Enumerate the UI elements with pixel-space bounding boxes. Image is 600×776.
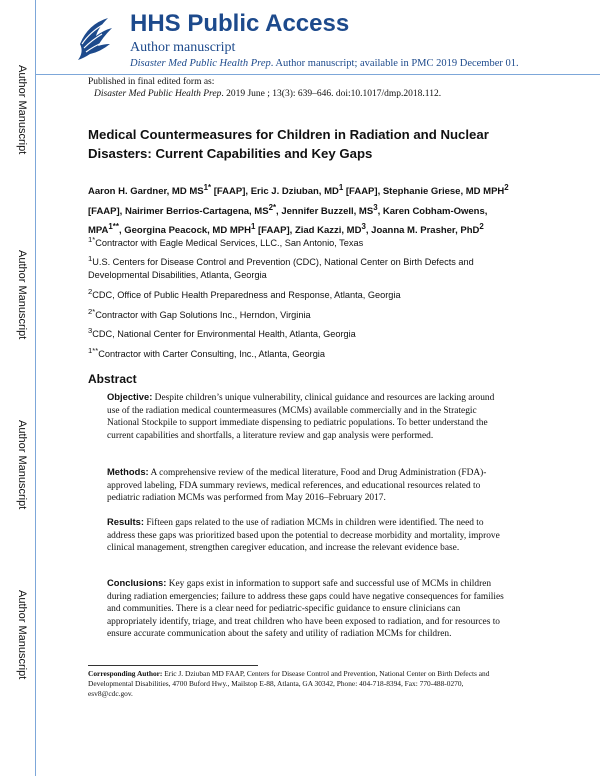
author-name: Georgina Peacock, MD MPH$^1$ [FAAP], <box>124 222 295 237</box>
side-label-author-manuscript: Author Manuscript <box>16 590 28 680</box>
affiliation: $^{1*}$Contractor with Eagle Medical Services, LLC., San Antonio, Texas <box>88 235 364 249</box>
paper-title: Medical Countermeasures for Children in Radiation and Nuclear Disasters: Current Capabilities and Key Gaps <box>88 127 489 161</box>
availability-note: Disaster Med Public Health Prep. Author manuscript; available in PMC 2019 December 01. <box>130 58 519 69</box>
left-margin-rule <box>35 0 36 776</box>
author-name: Aaron H. Gardner, MD $MS^{1*}$ [FAAP], <box>88 183 251 198</box>
affiliation: $^1$U.S. Centers for Disease Control and Prevention (CDC), National Center on Birth Defects and Developmental Disabilities, Atlanta, Georgia <box>88 254 474 281</box>
corresponding-author-footnote: Corresponding Author: Eric J. Dziuban MD FAAP, Centers for Disease Control and Prevention, National Center on Birth Defects and Developmental Disabilities, 4700 Buford Hwy., Mailstop E-88, Atlanta, GA 30342, Phone: 404-718-8394, Fax: 770-488-0270, esv8@cdc.gov. <box>88 669 490 698</box>
abstract-objective: Objective: Despite children’s unique vulnerability, clinical guidance and resources are lacking around use of the radiation medical countermeasures (MCMs) available commercially and in the Strategic National Stockpile to support immediate dispensing to pediatric populations. To better understand the current capabilities and shortfalls, a literature review and gap analysis were performed. <box>107 391 495 441</box>
abstract-heading: Abstract <box>88 372 137 386</box>
author-name: Eric J. Dziuban, $MD^1$ [FAAP], <box>250 183 383 198</box>
author-name: Jennifer Buzzell, $MS^3$, <box>281 202 383 217</box>
header-rule <box>35 74 600 75</box>
hhs-public-access-title: HHS Public Access <box>130 10 350 37</box>
affiliation: $^{2*}$Contractor with Gap Solutions Inc., Herndon, Virginia <box>88 307 311 321</box>
author-name: Ziad Kazzi, $MD^3$, <box>294 222 372 237</box>
affiliation: $^3$CDC, National Center for Environmental Health, Atlanta, Georgia <box>88 326 356 340</box>
side-label-author-manuscript: Author Manuscript <box>16 65 28 155</box>
side-label-author-manuscript: Author Manuscript <box>16 250 28 340</box>
author-manuscript-subtitle: Author manuscript <box>130 40 236 55</box>
abstract-conclusions: Conclusions: Key gaps exist in information to support safe and successful use of MCMs in children during radiation emergencies; failure to address these gaps could have negative consequences for families and communities. There is a clear need for pediatric-specific guidance to ensure clinicians can appropriately identify, triage, and treat children who have been exposed to radiation, and for resources to ensure accurate communication about the safety and utility of radiation MCMs for children. <box>107 577 504 640</box>
author-name: Stephanie Griese, MD MPH$^2$ [FAAP], <box>88 183 509 217</box>
author-name: Nairimer Berrios-Cartagena, $MS^{2*}$, <box>124 202 282 217</box>
author-list <box>88 180 518 239</box>
abstract-methods: Methods: A comprehensive review of the medical literature, Food and Drug Administration (FDA)-approved labeling, FDA summary reviews, medical references, and educational resources related to pediatric radiation MCMs was performed from May 2016–February 2017. <box>107 466 487 504</box>
affiliation: $^2$CDC, Office of Public Health Preparedness and Response, Atlanta, Georgia <box>88 287 401 301</box>
author-name: Joanna M. Prasher, PhD$^2$ <box>371 222 484 237</box>
published-in-label: Published in final edited form as: <box>88 77 215 87</box>
abstract-results: Results: Fifteen gaps related to the use of radiation MCMs in children were identified. The need to address these gaps was prioritized based upon the potential to decrease morbidity and mortality, improve clinical management, strengthen caregiver education, and increase the relevant evidence base. <box>107 516 500 554</box>
affiliation: $^{1**}$Contractor with Carter Consulting, Inc., Atlanta, Georgia <box>88 346 325 360</box>
hhs-eagle-logo <box>74 14 116 64</box>
citation-line: Disaster Med Public Health Prep. 2019 June ; 13(3): 639–646. doi:10.1017/dmp.2018.112. <box>94 89 442 99</box>
side-label-author-manuscript: Author Manuscript <box>16 420 28 510</box>
author-name: Karen Cobham-Owens, $MPA^{1**}$, <box>88 205 488 237</box>
footnote-rule <box>88 665 258 666</box>
